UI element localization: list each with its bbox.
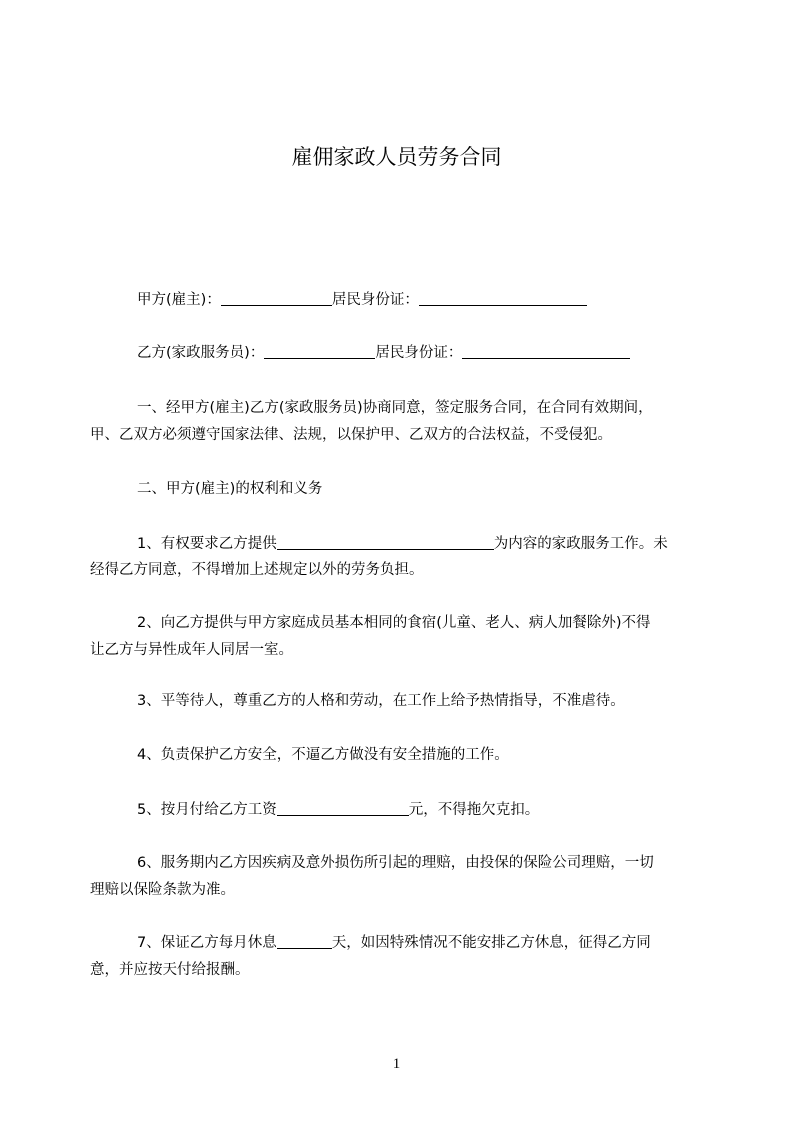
item7-prefix: 7、保证乙方每月休息 xyxy=(137,935,277,951)
item2-line2: 让乙方与异性成年人同居一室。 xyxy=(90,642,293,658)
clause1-line2: 甲、乙双方必须遵守国家法律、法规，以保护甲、乙双方的合法权益，不受侵犯。 xyxy=(90,427,612,443)
item7-suffix: 天，如因特殊情况不能安排乙方休息，征得乙方同 xyxy=(331,935,651,951)
item5-salary-blank xyxy=(277,798,409,816)
party-b-id-label: 居民身份证： xyxy=(375,345,463,361)
party-a-line xyxy=(137,285,587,315)
party-a-id-blank xyxy=(419,288,587,306)
party-a-label: 甲方(雇主)： xyxy=(137,292,221,308)
party-b-line xyxy=(137,338,630,368)
item7-days-blank xyxy=(277,931,332,949)
party-a-id-label: 居民身份证： xyxy=(331,292,419,308)
item1-service-blank xyxy=(277,532,494,550)
page-number: 1 xyxy=(392,1056,401,1072)
item7-line2: 意，并应按天付给报酬。 xyxy=(90,962,250,978)
item2-line1: 2、向乙方提供与甲方家庭成员基本相同的食宿(儿童、老人、病人加餐除外)不得 xyxy=(137,615,651,631)
item6-line2: 理赔以保险条款为准。 xyxy=(90,882,235,898)
section2-heading: 二、甲方(雇主)的权利和义务 xyxy=(137,481,323,497)
item4-line: 4、负责保护乙方安全，不逼乙方做没有安全措施的工作。 xyxy=(137,747,509,763)
item1-suffix: 为内容的家政服务工作。未 xyxy=(493,536,668,552)
party-a-name-blank xyxy=(221,288,332,306)
party-b-name-blank xyxy=(264,341,375,359)
party-b-id-blank xyxy=(462,341,630,359)
item5-prefix: 5、按月付给乙方工资 xyxy=(137,802,277,818)
item3-line: 3、平等待人，尊重乙方的人格和劳动，在工作上给予热情指导，不准虐待。 xyxy=(137,693,625,709)
document-title: 雇佣家政人员劳务合同 xyxy=(291,145,502,169)
item7-line1 xyxy=(137,928,651,958)
clause1-line1: 一、经甲方(雇主)乙方(家政服务员)协商同意，签定服务合同，在合同有效期间， xyxy=(137,400,653,416)
item1-prefix: 1、有权要求乙方提供 xyxy=(137,536,277,552)
item1-line2: 经得乙方同意，不得增加上述规定以外的劳务负担。 xyxy=(90,562,424,578)
item5-suffix: 元，不得拖欠克扣。 xyxy=(408,802,540,818)
party-b-label: 乙方(家政服务员)： xyxy=(137,345,265,361)
item6-line1: 6、服务期内乙方因疾病及意外损伤所引起的理赔，由投保的保险公司理赔，一切 xyxy=(137,855,654,871)
item5-line xyxy=(137,795,539,825)
